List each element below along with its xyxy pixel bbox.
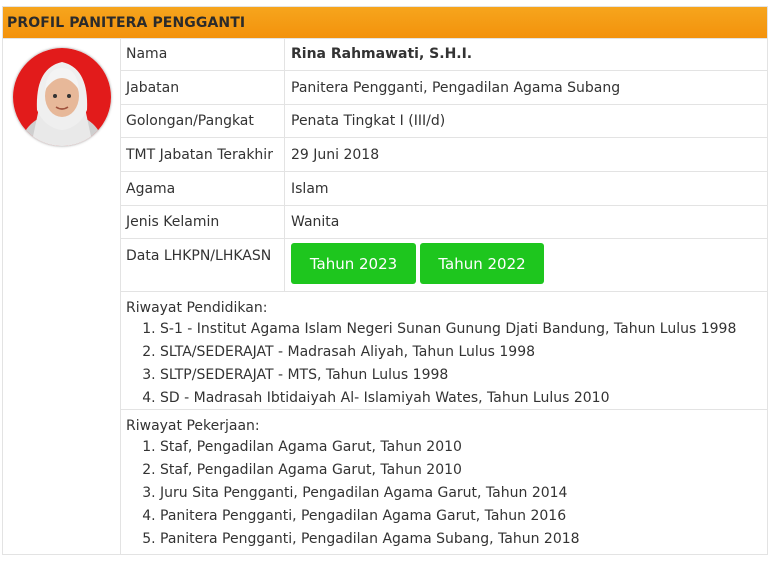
value-tmt: 29 Juni 2018 [291,146,380,163]
row-lhkpn [121,239,767,292]
row-agama [121,172,767,206]
list-item: 1. S-1 - Institut Agama Islam Negeri Sunan Gunung Djati Bandung, Tahun Lulus 1998 [160,318,767,341]
list-item: 1. Staf, Pengadilan Agama Garut, Tahun 2010 [160,436,767,459]
label-golongan: Golongan/Pangkat [121,105,285,137]
label-agama: Agama [121,172,285,205]
lhkpn-2022-button[interactable]: Tahun 2022 [420,243,544,284]
row-jabatan [121,71,767,105]
list-item: 4. Panitera Pengganti, Pengadilan Agama Garut, Tahun 2016 [160,505,767,528]
value-agama: Islam [291,180,329,197]
lhkpn-2023-button[interactable]: Tahun 2023 [291,243,416,284]
list-item: 2. Staf, Pengadilan Agama Garut, Tahun 2010 [160,459,767,482]
list-item: 5. Panitera Pengganti, Pengadilan Agama Subang, Tahun 2018 [160,528,767,551]
label-jabatan: Jabatan [121,71,285,104]
education-list [126,318,767,410]
profile-details [121,38,767,556]
value-golongan: Penata Tingkat I (III/d) [291,113,446,129]
list-item: 3. Juru Sita Pengganti, Pengadilan Agama Garut, Tahun 2014 [160,482,767,505]
education-history [121,292,767,410]
label-tmt: TMT Jabatan Terakhir [121,138,285,171]
list-item: 2. SLTA/SEDERAJAT - Madrasah Aliyah, Tahun Lulus 1998 [160,341,767,364]
list-item: 4. SD - Madrasah Ibtidaiyah Al- Islamiyah Wates, Tahun Lulus 2010 [160,387,767,410]
row-jenis-kelamin [121,206,767,239]
value-jabatan: Panitera Pengganti, Pengadilan Agama Subang [291,79,621,96]
value-jenis-kelamin: Wanita [291,214,340,230]
job-history [121,410,767,556]
label-nama: Nama [121,38,285,70]
row-tmt [121,138,767,172]
job-title: Riwayat Pekerjaan: [126,418,260,434]
job-list [126,436,767,551]
education-title: Riwayat Pendidikan: [126,300,268,316]
lhkpn-buttons [285,239,548,291]
profile-header [3,7,767,39]
label-jenis-kelamin: Jenis Kelamin [121,206,285,238]
list-item: 3. SLTP/SEDERAJAT - MTS, Tahun Lulus 1998 [160,364,767,387]
row-nama [121,38,767,71]
page-title: PROFIL PANITERA PENGGANTI [7,14,246,31]
row-golongan [121,105,767,138]
avatar [12,47,112,147]
value-nama: Rina Rahmawati, S.H.I. [291,46,473,62]
photo-column [3,38,121,555]
label-lhkpn: Data LHKPN/LHKASN [121,239,285,291]
profile-card [2,6,768,555]
